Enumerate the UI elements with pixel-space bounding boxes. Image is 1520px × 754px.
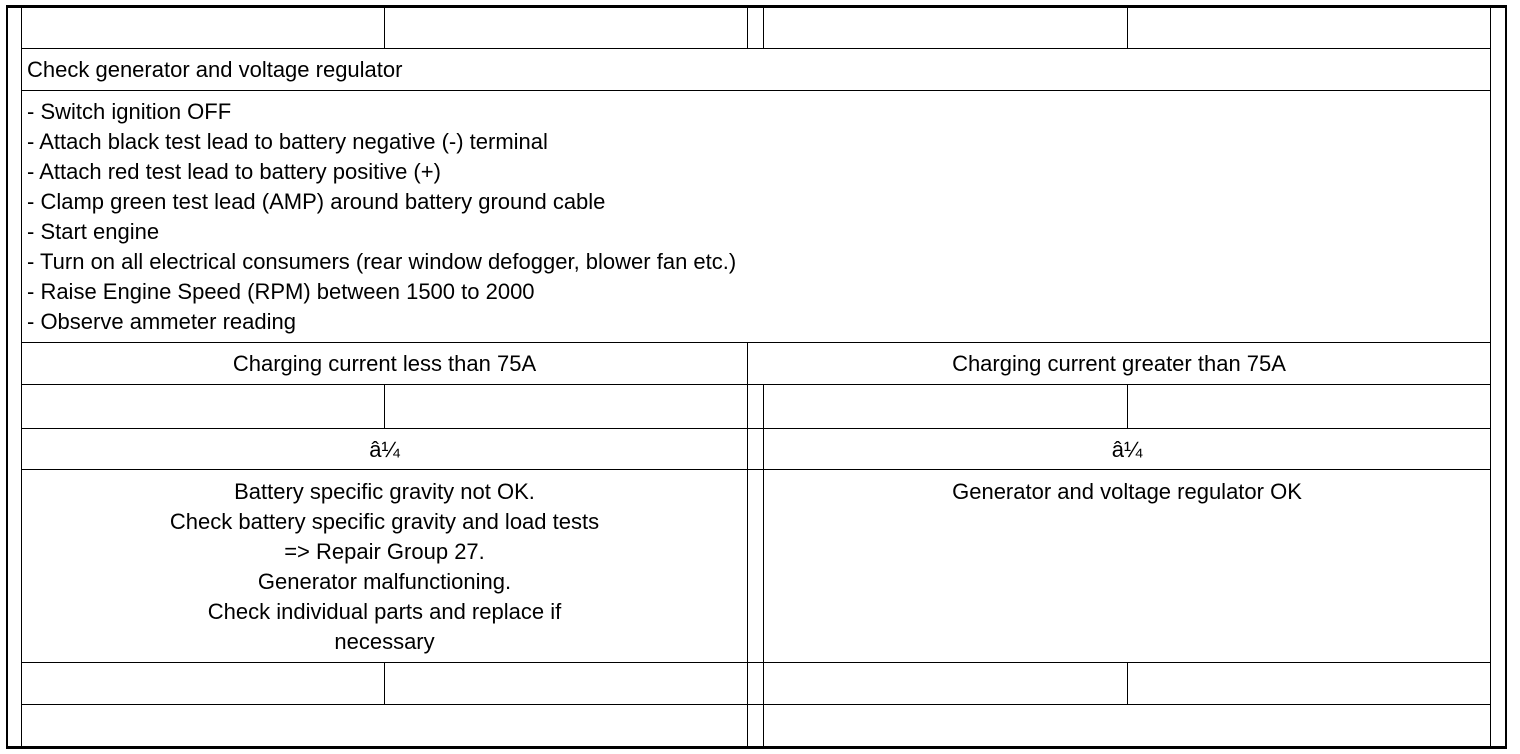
right-condition: Charging current greater than 75A (952, 351, 1286, 376)
step-line: - Attach red test lead to battery positive (+) (27, 159, 441, 184)
row-rule (21, 384, 1491, 385)
left-arrow: â¼ (369, 437, 400, 462)
column-rule (763, 5, 764, 48)
row-rule (21, 704, 1491, 705)
row-rule (21, 342, 1491, 343)
result-line: Check individual parts and replace if (207, 599, 562, 624)
step-line: - Turn on all electrical consumers (rear window defogger, blower fan etc.) (27, 249, 737, 274)
procedure-steps (22, 97, 1490, 341)
row-rule (21, 90, 1491, 91)
column-rule (384, 5, 385, 48)
inner-right-rule (1490, 5, 1491, 749)
row-rule (21, 48, 1491, 49)
result-line: Generator and voltage regulator OK (952, 479, 1302, 504)
right-arrow: â¼ (1111, 437, 1143, 462)
column-rule (747, 384, 748, 428)
result-line: necessary (334, 629, 435, 654)
row-rule (21, 662, 1491, 663)
result-line: Generator malfunctioning. (257, 569, 512, 594)
table-border-top (6, 5, 1507, 8)
column-rule (747, 5, 748, 48)
left-condition: Charging current less than 75A (232, 351, 537, 376)
result-line: Check battery specific gravity and load tests (169, 509, 600, 534)
column-rule (1127, 384, 1128, 428)
procedure-title: Check generator and voltage regulator (27, 57, 403, 82)
table-border-left (6, 5, 8, 749)
step-line: - Clamp green test lead (AMP) around battery ground cable (27, 189, 606, 214)
column-rule (747, 428, 748, 748)
column-rule (384, 662, 385, 704)
column-rule (763, 384, 764, 428)
row-rule (21, 428, 1491, 429)
column-rule (1127, 662, 1128, 704)
step-line: - Switch ignition OFF (27, 99, 232, 124)
table-border-right (1505, 5, 1507, 749)
column-rule (384, 384, 385, 428)
step-line: - Observe ammeter reading (27, 309, 296, 334)
result-line: Battery specific gravity not OK. (234, 479, 535, 504)
result-line: => Repair Group 27. (284, 539, 485, 564)
step-line: - Raise Engine Speed (RPM) between 1500 to 2000 (27, 279, 535, 304)
left-result (22, 477, 747, 661)
table-border-bottom (6, 746, 1507, 749)
right-result (764, 477, 1490, 661)
step-line: - Start engine (27, 219, 160, 244)
column-rule (1127, 5, 1128, 48)
row-rule (21, 469, 1491, 470)
step-line: - Attach black test lead to battery negative (-) terminal (27, 129, 548, 154)
